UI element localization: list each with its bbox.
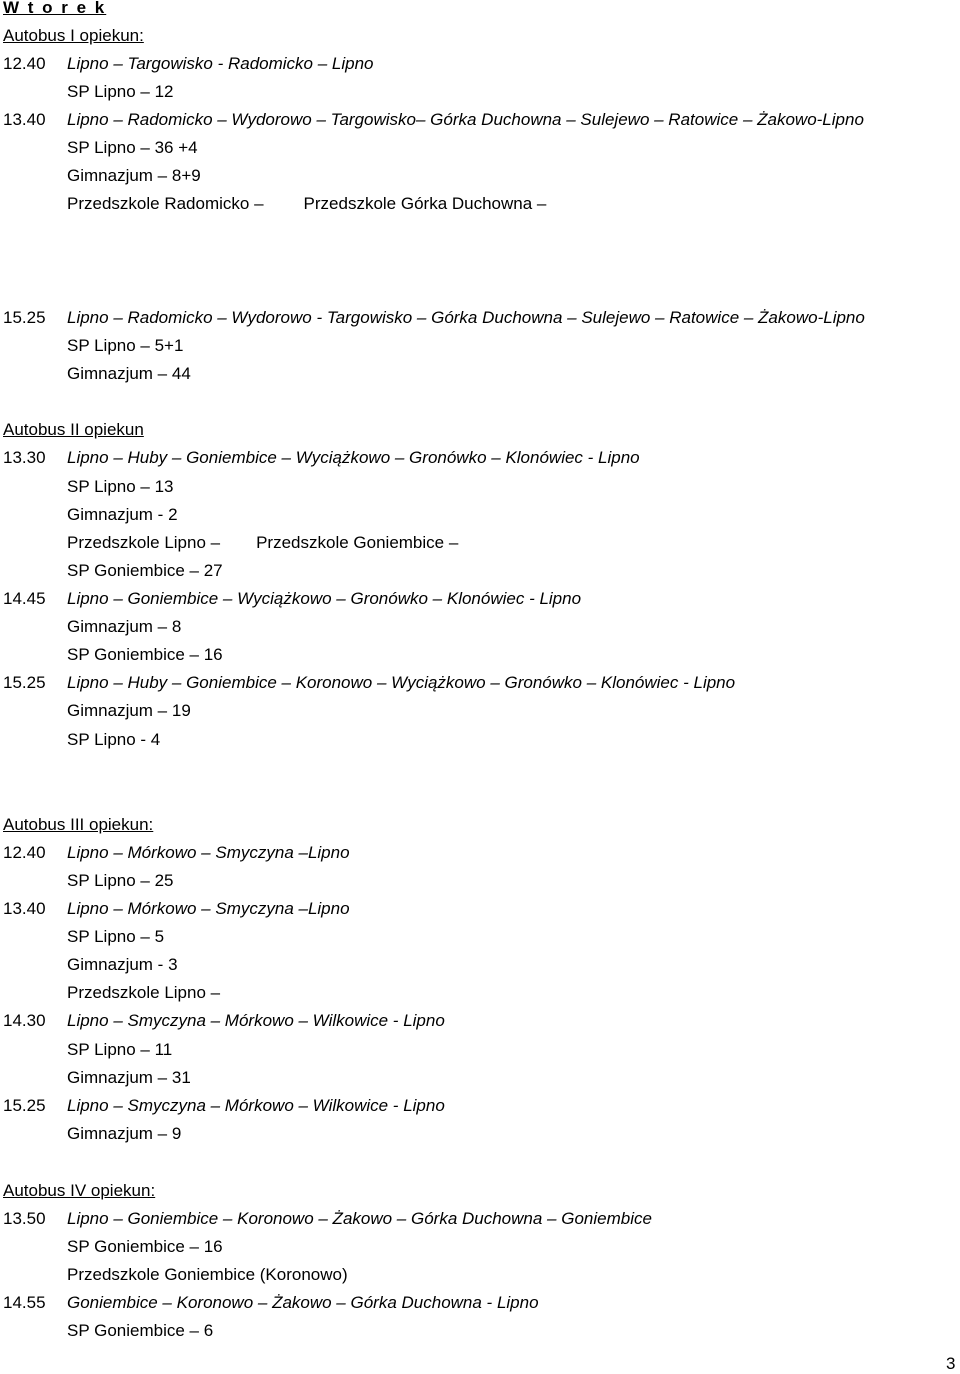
bus-2-run-3-time: 15.25 (3, 673, 46, 692)
bus-1-run-2-split-left: Przedszkole Radomicko – (67, 194, 264, 213)
bus-3-run-2-route: Lipno – Mórkowo – Smyczyna –Lipno (67, 899, 350, 918)
bus-4-run-2-detail-1: SP Goniembice – 6 (67, 1321, 214, 1340)
bus-2-run-1-time: 13.30 (3, 448, 46, 467)
bus-4-run-1-time: 13.50 (3, 1209, 46, 1228)
bus-3-run-4-time: 15.25 (3, 1096, 46, 1115)
bus-1-run-1-route: Lipno – Targowisko - Radomicko – Lipno (67, 54, 374, 73)
bus-2-run-1-detail-1: SP Lipno – 13 (67, 477, 174, 496)
bus-2-run-1-split-left: Przedszkole Lipno – (67, 533, 221, 552)
day-title: W t o r e k (3, 0, 107, 17)
bus-1-run-2-time: 13.40 (3, 110, 46, 129)
bus-2-run-3-route: Lipno – Huby – Goniembice – Koronowo – Wyciążkowo – Gronówko – Klonówiec - Lipno (67, 673, 736, 692)
bus-1-run-2-detail-1: SP Lipno – 36 +4 (67, 138, 198, 157)
bus-3-run-2-detail-2: Gimnazjum - 3 (67, 955, 178, 974)
bus-3-run-4-detail-1: Gimnazjum – 9 (67, 1124, 182, 1143)
bus-4-header: Autobus IV opiekun: (3, 1181, 156, 1200)
bus-1-run-2-route: Lipno – Radomicko – Wydorowo – Targowisko– Górka Duchowna – Sulejewo – Ratowice – Żakowo-Lipno (67, 110, 864, 129)
bus-2-run-2-detail-1: Gimnazjum – 8 (67, 617, 182, 636)
bus-2-run-1-detail-3: SP Goniembice – 27 (67, 561, 223, 580)
bus-3-run-3-time: 14.30 (3, 1011, 46, 1030)
bus-2-run-2-detail-2: SP Goniembice – 16 (67, 645, 223, 664)
bus-2-run-3-detail-1: Gimnazjum – 19 (67, 701, 191, 720)
bus-2-run-2-route: Lipno – Goniembice – Wyciążkowo – Gronówko – Klonówiec - Lipno (67, 589, 582, 608)
page-number: 3 (946, 1354, 956, 1373)
bus-4-run-1-detail-1: SP Goniembice – 16 (67, 1237, 223, 1256)
bus-1-run-1-time: 12.40 (3, 54, 46, 73)
bus-3-run-3-detail-1: SP Lipno – 11 (67, 1040, 173, 1059)
bus-2-run-2-time: 14.45 (3, 589, 46, 608)
bus-2-run-1-split (67, 533, 458, 553)
bus-1-run-3-detail-2: Gimnazjum – 44 (67, 364, 191, 383)
bus-2-run-1-detail-2: Gimnazjum - 2 (67, 505, 178, 524)
bus-2-header: Autobus II opiekun (3, 420, 144, 439)
bus-1-run-2-detail-2: Gimnazjum – 8+9 (67, 166, 201, 185)
bus-4-run-1-route: Lipno – Goniembice – Koronowo – Żakowo – Górka Duchowna – Goniembice (67, 1209, 652, 1228)
bus-3-header: Autobus III opiekun: (3, 815, 154, 834)
bus-1-run-2-split-right: Przedszkole Górka Duchowna – (303, 194, 547, 213)
bus-1-run-3-time: 15.25 (3, 308, 46, 327)
bus-1-run-2-split (67, 194, 546, 214)
bus-1-run-1-detail-1: SP Lipno – 12 (67, 82, 174, 101)
bus-3-run-3-detail-2: Gimnazjum – 31 (67, 1068, 191, 1087)
bus-4-run-2-route: Goniembice – Koronowo – Żakowo – Górka Duchowna - Lipno (67, 1293, 539, 1312)
bus-2-run-3-detail-2: SP Lipno - 4 (67, 730, 161, 749)
bus-3-run-3-route: Lipno – Smyczyna – Mórkowo – Wilkowice - Lipno (67, 1011, 445, 1030)
bus-4-run-2-time: 14.55 (3, 1293, 46, 1312)
bus-3-run-1-route: Lipno – Mórkowo – Smyczyna –Lipno (67, 843, 350, 862)
bus-1-run-3-detail-1: SP Lipno – 5+1 (67, 336, 184, 355)
bus-1-run-3-route: Lipno – Radomicko – Wydorowo - Targowisko – Górka Duchowna – Sulejewo – Ratowice – Żakowo-Lipno (67, 308, 865, 327)
bus-3-run-1-time: 12.40 (3, 843, 46, 862)
bus-4-run-1-detail-2: Przedszkole Goniembice (Koronowo) (67, 1265, 348, 1284)
bus-3-run-2-detail-3: Przedszkole Lipno – (67, 983, 221, 1002)
bus-2-run-1-route: Lipno – Huby – Goniembice – Wyciążkowo – Gronówko – Klonówiec - Lipno (67, 448, 640, 467)
bus-1-header: Autobus I opiekun: (3, 26, 144, 45)
bus-3-run-4-route: Lipno – Smyczyna – Mórkowo – Wilkowice - Lipno (67, 1096, 445, 1115)
bus-3-run-2-time: 13.40 (3, 899, 46, 918)
bus-2-run-1-split-right: Przedszkole Goniembice – (256, 533, 459, 552)
bus-3-run-2-detail-1: SP Lipno – 5 (67, 927, 165, 946)
bus-3-run-1-detail-1: SP Lipno – 25 (67, 871, 174, 890)
